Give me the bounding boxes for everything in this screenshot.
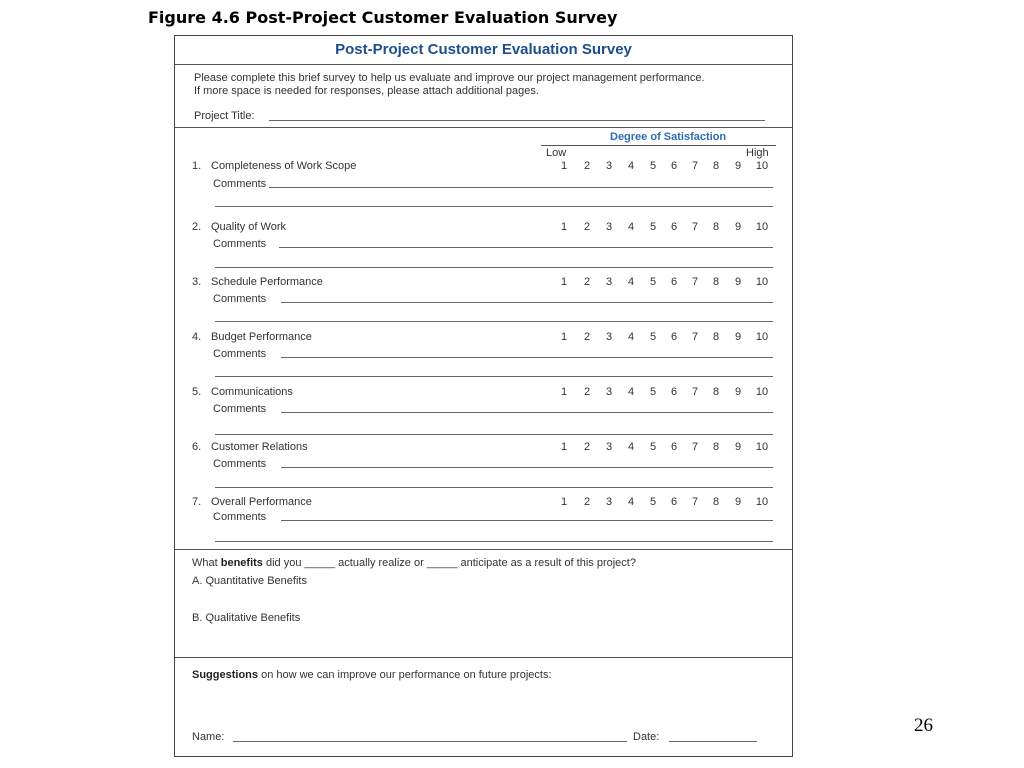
qualitative-benefits-label: B. Qualitative Benefits [192,612,301,624]
rating-option[interactable]: 3 [605,276,613,288]
comments-line[interactable] [281,467,773,468]
intro-line-2: If more space is needed for responses, please attach additional pages. [194,85,539,97]
comments-line[interactable] [215,541,773,542]
rating-option[interactable]: 8 [712,221,720,233]
rating-option[interactable]: 2 [583,160,591,172]
rating-option[interactable]: 10 [755,331,769,343]
comments-line[interactable] [281,412,773,413]
comments-line[interactable] [215,376,773,377]
comments-line[interactable] [215,434,773,435]
rating-option[interactable]: 8 [712,331,720,343]
item-number: 4. [192,331,202,343]
rating-option[interactable]: 2 [583,441,591,453]
rating-option[interactable]: 1 [560,160,568,172]
comments-label: Comments [213,293,267,305]
rating-option[interactable]: 5 [649,276,657,288]
degree-of-satisfaction-title: Degree of Satisfaction [610,131,727,143]
project-title-field[interactable] [269,120,765,121]
rating-option[interactable]: 5 [649,441,657,453]
item-number: 2. [192,221,202,233]
rating-option[interactable]: 6 [670,276,678,288]
rating-option[interactable]: 3 [605,221,613,233]
rating-option[interactable]: 9 [734,331,742,343]
rating-option[interactable]: 1 [560,276,568,288]
rating-option[interactable]: 9 [734,441,742,453]
rating-option[interactable]: 4 [627,331,635,343]
item-label: Overall Performance [211,496,312,508]
item-number: 7. [192,496,202,508]
benefits-post: anticipate as a result of this project? [457,557,636,569]
rating-option[interactable]: 4 [627,441,635,453]
rating-option[interactable]: 3 [605,331,613,343]
rating-option[interactable]: 9 [734,276,742,288]
rating-option[interactable]: 7 [691,441,699,453]
rating-option[interactable]: 7 [691,160,699,172]
rating-option[interactable]: 3 [605,386,613,398]
rating-option[interactable]: 2 [583,331,591,343]
item-label: Quality of Work [211,221,286,233]
rating-option[interactable]: 1 [560,221,568,233]
rating-option[interactable]: 8 [712,160,720,172]
rating-option[interactable]: 9 [734,386,742,398]
rating-option[interactable]: 2 [583,496,591,508]
item-label: Completeness of Work Scope [211,160,357,172]
rating-option[interactable]: 5 [649,386,657,398]
benefits-bold: benefits [220,557,263,569]
comments-line[interactable] [281,357,773,358]
comments-label: Comments [213,348,267,360]
anticipate-blank[interactable]: _____ [426,557,458,569]
rating-option[interactable]: 4 [627,276,635,288]
rating-option[interactable]: 2 [583,386,591,398]
rating-option[interactable]: 4 [627,221,635,233]
comments-line[interactable] [215,321,773,322]
figure-title: Figure 4.6 Post-Project Customer Evaluation Survey [148,8,618,27]
survey-form [174,35,793,757]
divider [175,127,792,128]
rating-option[interactable]: 1 [560,331,568,343]
rating-option[interactable]: 6 [670,331,678,343]
benefits-pre: What [192,557,221,569]
item-number: 3. [192,276,202,288]
benefits-mid2: actually realize or [335,557,427,569]
comments-label: Comments [213,178,267,190]
name-field[interactable] [233,741,627,742]
rating-option[interactable]: 5 [649,221,657,233]
rating-option[interactable]: 10 [755,221,769,233]
comments-line[interactable] [281,520,773,521]
scale-header-rule [541,145,776,146]
date-label: Date: [633,731,660,743]
comments-label: Comments [213,458,267,470]
intro-line-1: Please complete this brief survey to help us evaluate and improve our project management performance. [194,72,705,84]
rating-option[interactable]: 7 [691,276,699,288]
rating-option[interactable]: 5 [649,331,657,343]
rating-option[interactable]: 10 [755,496,769,508]
rating-option[interactable]: 6 [670,160,678,172]
comments-line[interactable] [269,187,773,188]
rating-option[interactable]: 8 [712,441,720,453]
rating-option[interactable]: 10 [755,386,769,398]
rating-option[interactable]: 5 [649,160,657,172]
comments-label: Comments [213,511,267,523]
rating-option[interactable]: 4 [627,496,635,508]
rating-option[interactable]: 6 [670,221,678,233]
rating-option[interactable]: 2 [583,221,591,233]
benefits-question [192,557,636,569]
rating-option[interactable]: 9 [734,221,742,233]
rating-option[interactable]: 10 [755,160,769,172]
comments-line[interactable] [215,206,773,207]
rating-option[interactable]: 3 [605,496,613,508]
comments-line[interactable] [215,267,773,268]
rating-option[interactable]: 7 [691,496,699,508]
rating-option[interactable]: 7 [691,331,699,343]
rating-option[interactable]: 6 [670,441,678,453]
suggestions-rest: on how we can improve our performance on future projects: [258,669,552,681]
item-number: 1. [192,160,202,172]
rating-option[interactable]: 2 [583,276,591,288]
rating-option[interactable]: 4 [627,160,635,172]
rating-option[interactable]: 9 [734,160,742,172]
rating-option[interactable]: 10 [755,441,769,453]
rating-option[interactable]: 8 [712,276,720,288]
divider [175,549,792,550]
item-number: 6. [192,441,202,453]
rating-option[interactable]: 6 [670,386,678,398]
rating-option[interactable]: 4 [627,386,635,398]
comments-label: Comments [213,403,267,415]
realize-blank[interactable]: _____ [304,557,336,569]
rating-option[interactable]: 1 [560,496,568,508]
form-title: Post-Project Customer Evaluation Survey [335,41,632,58]
divider [175,64,792,65]
comments-line[interactable] [215,487,773,488]
rating-option[interactable]: 7 [691,221,699,233]
suggestions-bold: Suggestions [192,669,259,681]
rating-option[interactable]: 3 [605,441,613,453]
item-label: Communications [211,386,293,398]
rating-option[interactable]: 6 [670,496,678,508]
rating-option[interactable]: 1 [560,441,568,453]
rating-option[interactable]: 5 [649,496,657,508]
suggestions-prompt [192,669,552,681]
comments-label: Comments [213,238,267,250]
date-field[interactable] [669,741,757,742]
comments-line[interactable] [281,302,773,303]
benefits-mid1: did you [262,557,305,569]
item-label: Customer Relations [211,441,308,453]
rating-option[interactable]: 8 [712,386,720,398]
name-label: Name: [192,731,225,743]
quantitative-benefits-label: A. Quantitative Benefits [192,575,307,587]
rating-option[interactable]: 9 [734,496,742,508]
item-label: Schedule Performance [211,276,323,288]
project-title-label: Project Title: [194,110,255,122]
item-label: Budget Performance [211,331,312,343]
rating-option[interactable]: 8 [712,496,720,508]
high-label: High [746,147,769,159]
rating-option[interactable]: 3 [605,160,613,172]
item-number: 5. [192,386,202,398]
rating-option[interactable]: 1 [560,386,568,398]
low-label: Low [546,147,567,159]
page-number: 26 [914,715,933,736]
divider [175,657,792,658]
rating-option[interactable]: 7 [691,386,699,398]
rating-option[interactable]: 10 [755,276,769,288]
comments-line[interactable] [279,247,773,248]
